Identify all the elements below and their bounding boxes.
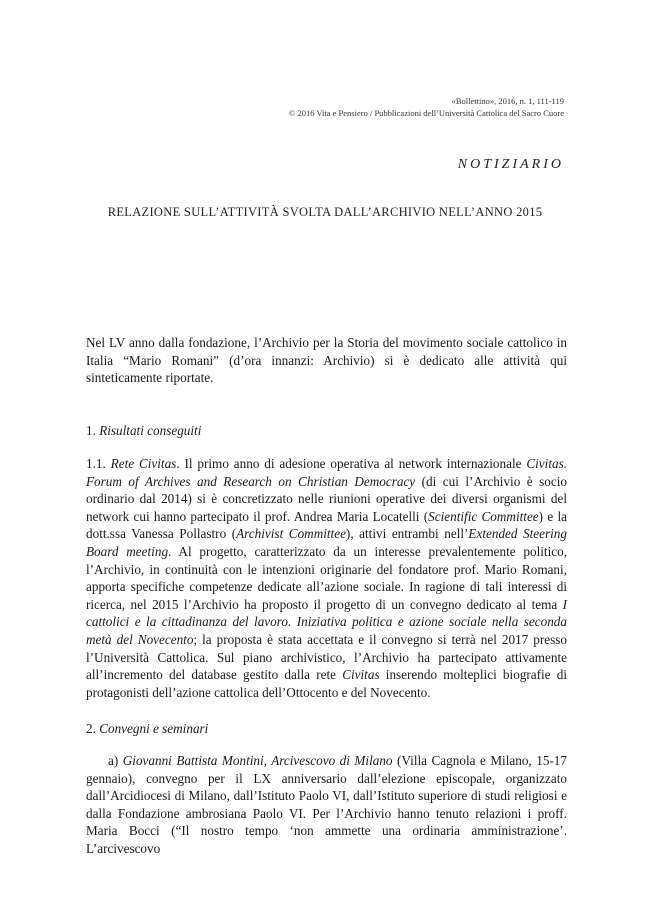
section-1-number: 1. <box>86 423 96 438</box>
text-run-italic: Archivist Committee <box>236 526 346 542</box>
text-run: inserendo molteplici biografie di protagonisti dell’azione cattolica dell’Ottocento e del Novecento. <box>86 667 567 700</box>
text-run: (Villa Cagnola e Milano, 15-17 gennaio), convegno per il LX anniversario dall’elezione episcopale, organizzato dall’Arcidiocesi di Milano, dall’Istituto Paolo VI, dall’Istituto superiore di studi religiosi e dalla Fondazione ambrosiana Paolo VI. Per l’Archivio hanno tenuto relazioni i proff. Maria Bocci (“Il nostro tempo ‘non ammette una ordinaria amministrazione’. L’arcivescovo <box>86 753 567 856</box>
copyright-line: © 2016 Vita e Pensiero / Pubblicazioni dell’Università Cattolica del Sacro Cuore <box>288 108 564 118</box>
text-run-italic: Giovanni Battista Montini, Arcivescovo di Milano <box>122 753 393 768</box>
text-run-italic: Civitas <box>342 667 380 683</box>
text-run: . Il primo anno di adesione operativa al network internazionale <box>176 456 527 471</box>
intro-paragraph: Nel LV anno dalla fondazione, l’Archivio per la Storia del movimento sociale cattolico in Italia “Mario Romani” (d’ora innanzi: Archivio) si è dedicato alle attività qui sinteticamente riportate. <box>86 335 567 386</box>
text-run: a) <box>108 753 123 768</box>
journal-citation: «Bollettino», 2016, n. 1, 111-119 <box>451 96 564 106</box>
text-run-italic: Rete Civitas <box>110 456 177 471</box>
text-run: ), attivi entrambi nell’ <box>345 526 469 542</box>
text-run: ; la proposta è stata accettata e il convegno si terrà nel 2017 presso l’Università Cattolica. Sul piano archivistico, l’Archivio ha partecipato attivamente all’incremento del database gestito dalla rete <box>86 631 567 683</box>
text-run-italic: Civitas. Forum of Archives and Research on Christian Democracy <box>86 456 568 489</box>
section-2-number: 2. <box>86 721 96 736</box>
section-2-heading <box>86 720 567 738</box>
section-2-paragraph <box>86 752 567 858</box>
section-1-heading <box>86 422 567 440</box>
section-label: NOTIZIARIO <box>457 157 564 172</box>
text-run-italic: Scientific Committee <box>428 508 539 524</box>
section-2-title: Convegni e seminari <box>99 721 209 736</box>
text-run-italic: I cattolici e la cittadinanza del lavoro. Iniziativa politica e azione sociale nella seconda metà del Novecento <box>86 596 567 647</box>
document-title: RELAZIONE SULL’ATTIVITÀ SVOLTA DALL’ARCHIVIO NELL’ANNO 2015 <box>107 205 543 219</box>
text-run-italic: Extended Steering Board meeting <box>86 526 567 559</box>
text-run: 1.1. <box>86 456 111 471</box>
text-run: ) e la dott.ssa Vanessa Pollastro ( <box>86 508 567 542</box>
text-run: (di cui l’Archivio è socio ordinario dal 2014) si è concretizzato nelle riunioni operative dei diversi organismi del network cui hanno partecipato il prof. Andrea Maria Locatelli ( <box>86 473 567 524</box>
section-1-paragraph <box>86 455 567 701</box>
page-header <box>289 95 564 119</box>
text-run: . Al progetto, caratterizzato da un interesse prevalentemente politico, l’Archivio, in continuità con le intenzioni originarie del fondatore prof. Mario Romani, apporta specifiche competenze dedicate all’azione sociale. In ragione di tali interessi di ricerca, nel 2015 l’Archivio ha proposto il progetto di un convegno dedicato al tema <box>86 543 568 612</box>
section-1-title: Risultati conseguiti <box>99 423 202 438</box>
